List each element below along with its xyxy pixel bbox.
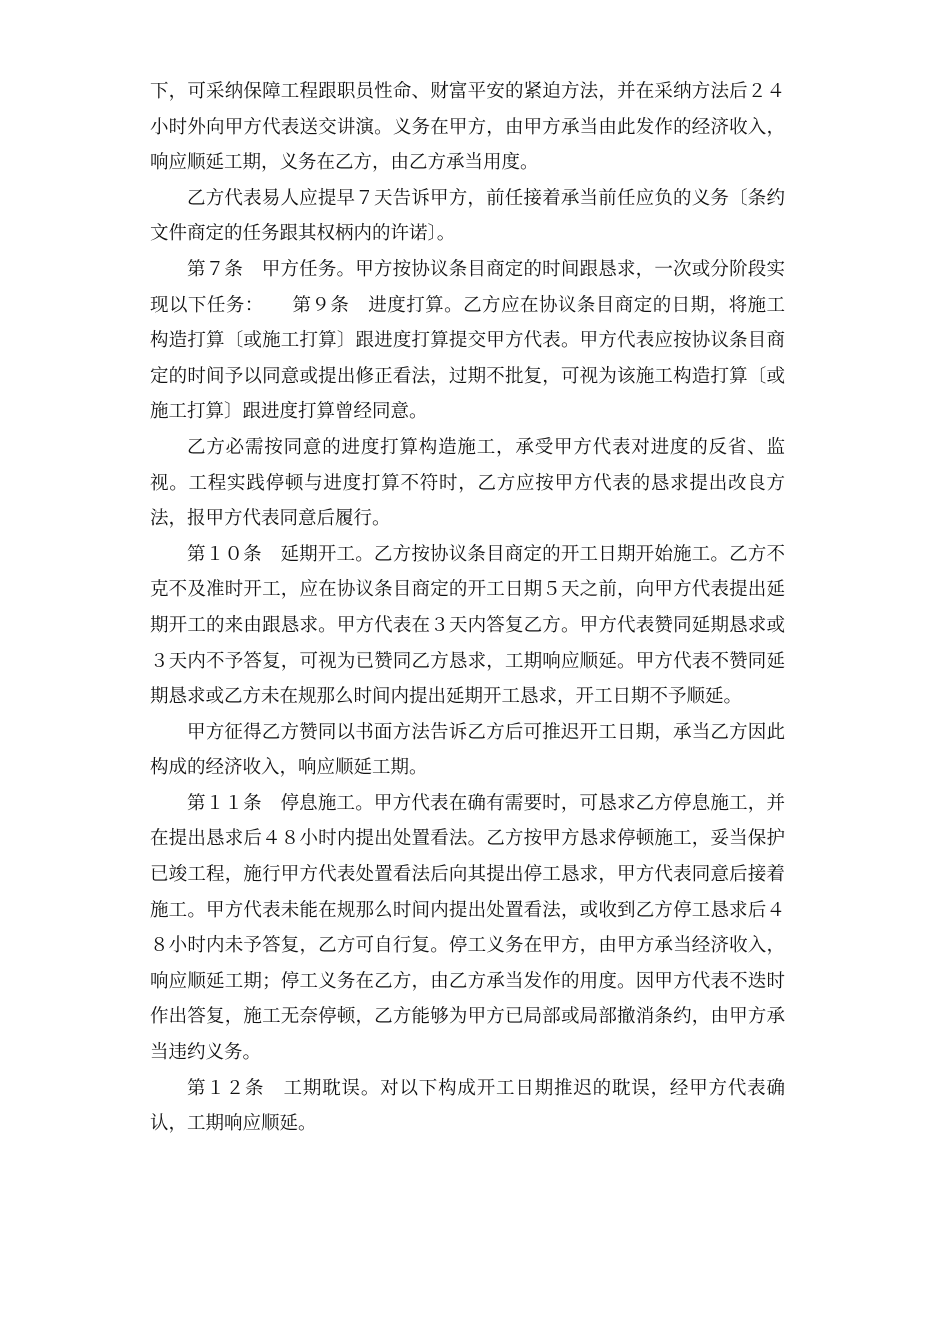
paragraph-article-10: 第１０条 延期开工。乙方按协议条目商定的开工日期开始施工。乙方不克不及准时开工，应在协议条目商定的开工日期５天之前，向甲方代表提出延期开工的来由跟恳求。甲方代表在３天内答复乙方。甲方代表赞同延期恳求或３天内不予答复，可视为已赞同乙方恳求，工期响应顺延。甲方代表不赞同延期恳求或乙方未在规那么时间内提出延期开工恳求，开工日期不予顺延。 — [150, 543, 785, 708]
paragraph-article-7-9: 第７条 甲方任务。甲方按协议条目商定的时间跟恳求，一次或分阶段实现以下任务： 第９条 进度打算。乙方应在协议条目商定的日期，将施工构造打算〔或施工打算〕跟进度打算提交甲方代表。甲方代表应按协议条目商定的时间予以同意或提出修正看法，过期不批复，可视为该施工构造打算〔或施工打算〕跟进度打算曾经同意。 — [150, 258, 785, 423]
paragraph-article-12: 第１２条 工期耽误。对以下构成开工日期推迟的耽误，经甲方代表确认，工期响应顺延。 — [150, 1077, 785, 1135]
paragraph-continuation: 下，可采纳保障工程跟职员性命、财富平安的紧迫方法，并在采纳方法后２４小时外向甲方代表送交讲演。义务在甲方，由甲方承当由此发作的经济收入，响应顺延工期，义务在乙方，由乙方承当用度。 — [150, 81, 785, 174]
document-body — [150, 74, 785, 1142]
paragraph-progress-plan: 乙方必需按同意的进度打算构造施工，承受甲方代表对进度的反省、监视。工程实践停顿与进度打算不符时，乙方应按甲方代表的恳求提出改良方法，报甲方代表同意后履行。 — [150, 436, 785, 530]
paragraph-postpone-start: 甲方征得乙方赞同以书面方法告诉乙方后可推迟开工日期，承当乙方因此构成的经济收入，响应顺延工期。 — [150, 721, 785, 779]
paragraph-article-11: 第１１条 停息施工。甲方代表在确有需要时，可恳求乙方停息施工，并在提出恳求后４８小时内提出处置看法。乙方按甲方恳求停顿施工，妥当保护已竣工程，施行甲方代表处置看法后向其提出停工恳求，甲方代表同意后接着施工。甲方代表未能在规那么时间内提出处置看法，或收到乙方停工恳求后４８小时内未予答复，乙方可自行复。停工义务在甲方，由甲方承当经济收入，响应顺延工期；停工义务在乙方，由乙方承当发作的用度。因甲方代表不迭时作出答复，施工无奈停顿，乙方能够为甲方已局部或局部撤消条约，由甲方承当违约义务。 — [150, 792, 785, 1064]
paragraph-representative-change: 乙方代表易人应提早７天告诉甲方，前任接着承当前任应负的义务〔条约文件商定的任务跟其权柄内的许诺〕。 — [150, 187, 785, 245]
